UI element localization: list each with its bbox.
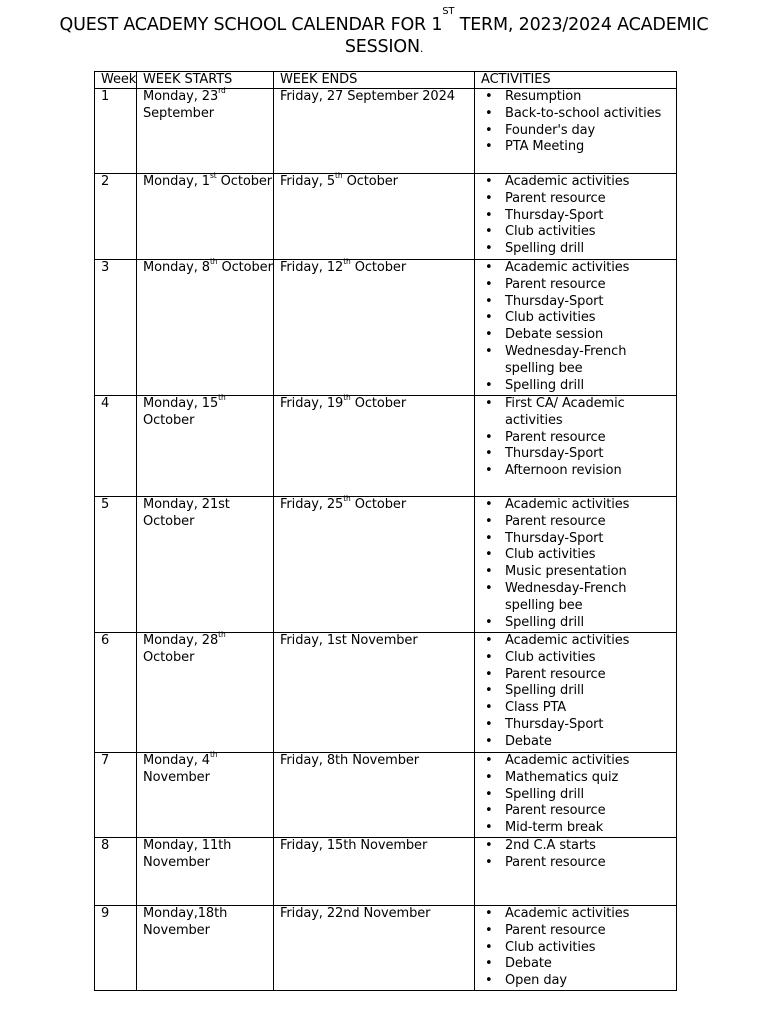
table-row [95,633,677,753]
activity-item: • Spelling drill [481,615,676,632]
activity-item: • 2nd C.A starts [481,838,676,855]
activities-cell [475,497,677,633]
week-start-date-text: Monday, 1 [143,174,210,189]
activity-item: • Parent resource [481,923,676,940]
week-number: 5 [95,497,137,633]
week-start-date-text: Monday, 4 [143,753,210,768]
activity-item: • Wednesday-French spelling bee [481,581,676,615]
activity-item: • Club activities [481,310,676,327]
activity-item: • PTA Meeting [481,139,676,156]
header-week-starts: WEEK STARTS [137,72,274,89]
week-start-date [137,630,274,753]
activity-item: • Mathematics quiz [481,770,676,787]
table-header-row [95,72,677,89]
table-row [95,497,677,633]
week-start-date-superscript: rd [218,86,226,95]
activity-item: • Debate [481,734,676,751]
activity-item: • Debate session [481,327,676,344]
activity-item: • Thursday-Sport [481,531,676,548]
week-end-date-superscript: th [343,257,351,266]
activity-item: • Thursday-Sport [481,717,676,734]
week-end-date-superscript: th [343,494,351,503]
week-end-date-text: Friday, 22nd November [280,906,431,921]
calendar-table [94,71,677,991]
activity-item: • Thursday-Sport [481,294,676,311]
week-number: 9 [95,906,137,991]
week-end-date [274,906,475,991]
activity-item: • Spelling drill [481,683,676,700]
activity-item: • Academic activities [481,633,676,650]
activities-list [481,906,676,990]
week-end-date-text: Friday, 25 [280,497,344,512]
activity-item: • Parent resource [481,667,676,684]
week-start-date-text-end: October [216,174,272,189]
activity-item: • Parent resource [481,855,676,872]
week-end-date [274,753,475,838]
week-start-date-text-end: September [143,105,214,121]
header-week-ends: WEEK ENDS [274,72,475,89]
week-number: 7 [95,753,137,838]
week-start-date-text: Monday, 28 [143,633,219,648]
activities-cell [475,396,677,497]
week-start-date-text: Monday, 8 [143,260,210,275]
activity-item: • First CA/ Academic activities [481,396,676,430]
activity-item: • Wednesday-French spelling bee [481,344,676,378]
week-end-date-text: Friday, 15th November [280,838,428,853]
activity-item: • Thursday-Sport [481,208,676,225]
title-text-continued: TERM, 2023/2024 ACADEMIC [454,15,709,35]
activities-cell [475,753,677,838]
week-start-date-text: Monday,18th November [143,906,228,938]
activities-list [481,89,676,156]
activity-item: • Academic activities [481,497,676,514]
week-number: 1 [95,89,137,174]
week-end-date-text: Friday, 27 September 2024 [280,89,455,104]
header-activities: ACTIVITIES [475,72,677,89]
table-row [95,89,677,174]
week-start-date [137,497,274,633]
week-end-date-superscript: th [335,171,343,180]
week-start-date-text-end: October [143,412,195,428]
activities-list [481,497,676,631]
week-start-date [137,393,274,497]
activities-cell [475,838,677,906]
activity-item: • Thursday-Sport [481,446,676,463]
week-start-date-superscript: th [218,393,226,402]
activities-cell [475,906,677,991]
activity-item: • Academic activities [481,906,676,923]
week-end-date-text: Friday, 19 [280,396,344,411]
week-start-date-text-end: October [143,649,195,665]
week-start-date-text: Monday, 15 [143,396,219,411]
activity-item: • Spelling drill [481,378,676,395]
table-row [95,753,677,838]
week-number: 2 [95,174,137,260]
week-end-date-text: Friday, 5 [280,174,336,189]
week-start-date-superscript: th [218,630,226,639]
week-number: 4 [95,396,137,497]
activity-item: • Class PTA [481,700,676,717]
week-end-date-text-end: October [350,260,407,275]
activities-cell [475,633,677,753]
week-start-date [137,750,274,838]
activity-item: • Founder's day [481,123,676,140]
week-end-date [274,393,475,497]
activities-cell [475,174,677,260]
activity-item: • Spelling drill [481,241,676,258]
activity-item: • Back-to-school activities [481,106,676,123]
activity-item: • Mid-term break [481,820,676,837]
title-text: QUEST ACADEMY SCHOOL CALENDAR FOR 1 [59,15,443,35]
activities-cell [475,260,677,396]
activity-item: • Parent resource [481,430,676,447]
page-title [40,6,728,60]
activity-item: • Music presentation [481,564,676,581]
week-end-date [274,494,475,633]
activities-cell [475,89,677,174]
table-row [95,396,677,497]
week-start-date-text: Monday, 21st October [143,497,230,529]
week-end-date-text: Friday, 12 [280,260,344,275]
activity-item: • Academic activities [481,260,676,277]
week-start-date [137,257,274,396]
week-end-date-superscript: th [343,393,351,402]
activity-item: • Club activities [481,650,676,667]
title-line-2: SESSION [344,37,420,57]
activity-item: • Afternoon revision [481,463,676,480]
week-start-date [137,86,274,174]
activities-list [481,174,676,258]
week-start-date [137,838,274,906]
activities-list [481,633,676,751]
week-start-date-superscript: st [209,171,217,180]
week-end-date [274,171,475,260]
table-row [95,838,677,906]
week-end-date [274,89,475,174]
title-superscript: ST [442,6,455,17]
week-start-date-superscript: th [209,257,218,266]
week-end-date-text: Friday, 8th November [280,753,420,768]
activity-item: • Academic activities [481,174,676,191]
activity-item: • Club activities [481,940,676,957]
activity-item: • Club activities [481,547,676,564]
week-end-date [274,257,475,396]
week-start-date-superscript: th [209,750,218,759]
activity-item: • Resumption [481,89,676,106]
activities-list [481,753,676,837]
activity-item: • Spelling drill [481,787,676,804]
activity-item: • Open day [481,973,676,990]
week-end-date [274,838,475,906]
week-end-date [274,633,475,753]
activity-item: • Debate [481,956,676,973]
week-end-date-text-end: October [342,174,398,189]
table-row [95,174,677,260]
week-start-date [137,906,274,991]
activity-item: • Parent resource [481,514,676,531]
week-number: 6 [95,633,137,753]
activity-item: • Club activities [481,224,676,241]
week-end-date-text-end: October [350,497,407,512]
week-start-date-text-end: November [143,769,210,785]
activities-list [481,838,676,872]
header-week: Week [95,72,137,89]
activity-item: • Academic activities [481,753,676,770]
week-start-date-text-end: October [217,260,273,275]
activity-item: • Parent resource [481,277,676,294]
week-end-date-text-end: October [350,396,407,411]
activity-item: • Parent resource [481,803,676,820]
title-period: . [419,42,424,55]
week-start-date-text: Monday, 11th November [143,838,232,870]
week-start-date-text: Monday, 23 [143,89,219,104]
table-row [95,260,677,396]
week-start-date [137,171,274,260]
table-row [95,906,677,991]
week-number: 8 [95,838,137,906]
week-end-date-text: Friday, 1st November [280,633,418,648]
activity-item: • Parent resource [481,191,676,208]
activities-list [481,396,676,480]
activities-list [481,260,676,394]
week-number: 3 [95,260,137,396]
